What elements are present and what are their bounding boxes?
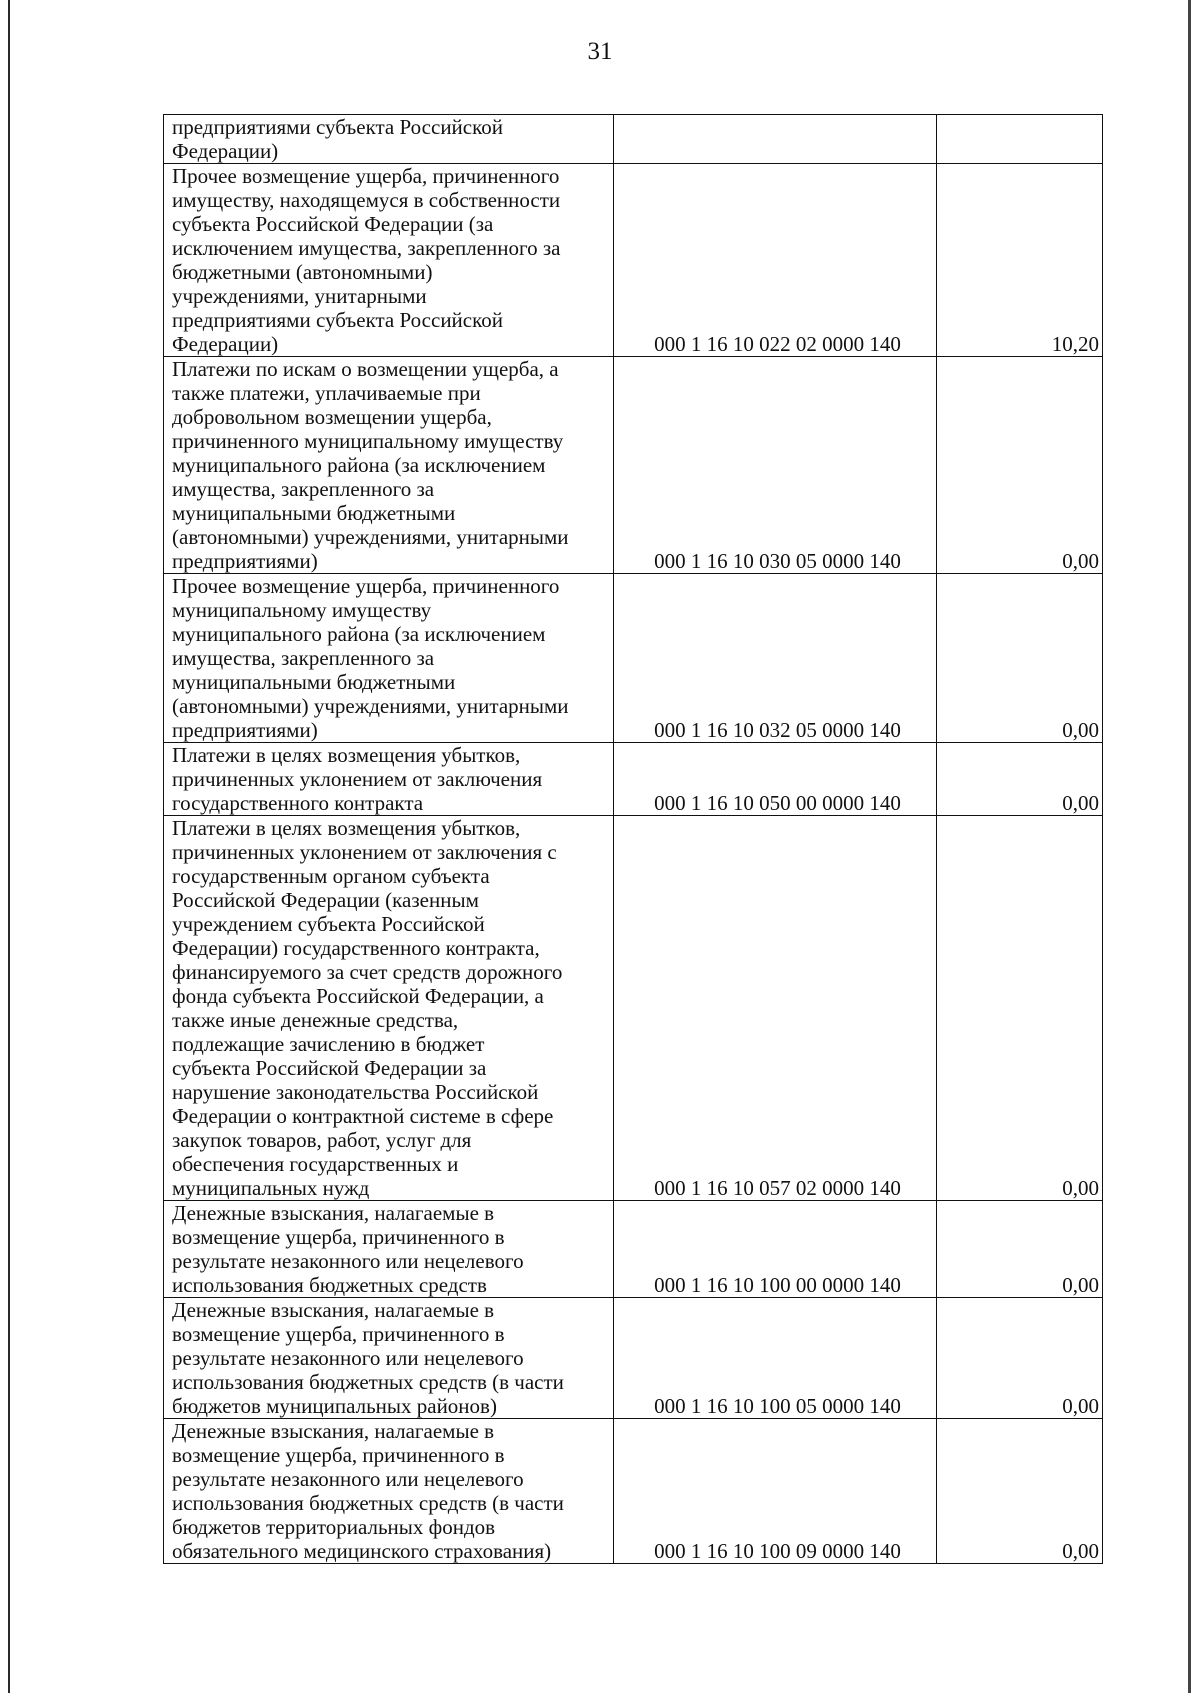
description-line: муниципальных нужд: [172, 1176, 370, 1200]
budget-classification-code-cell: 000 1 16 10 100 09 0000 140: [614, 1419, 937, 1564]
description-line: возмещение ущерба, причиненного в: [172, 1443, 505, 1467]
description-line: финансируемого за счет средств дорожного: [172, 960, 563, 984]
budget-classification-code-cell: 000 1 16 10 050 00 0000 140: [614, 743, 937, 816]
description-line: бюджетными (автономными): [172, 260, 433, 284]
table-row: [164, 816, 1103, 1201]
description-line: закупок товаров, работ, услуг для: [172, 1128, 472, 1152]
description-line: результате незаконного или нецелевого: [172, 1467, 524, 1491]
description-line: возмещение ущерба, причиненного в: [172, 1225, 505, 1249]
description-line: бюджетов муниципальных районов): [172, 1394, 497, 1418]
budget-classification-code-cell: 000 1 16 10 100 00 0000 140: [614, 1201, 937, 1298]
description-line: подлежащие зачислению в бюджет: [172, 1032, 485, 1056]
page-number: 31: [587, 38, 613, 65]
description-line: (автономными) учреждениями, унитарными: [172, 525, 569, 549]
description-line: нарушение законодательства Российской: [172, 1080, 539, 1104]
description-line: государственного контракта: [172, 791, 424, 815]
description-line: государственным органом субъекта: [172, 864, 490, 888]
description-line: учреждениями, унитарными: [172, 284, 427, 308]
description-line: (автономными) учреждениями, унитарными: [172, 694, 569, 718]
description-line: Федерации): [172, 139, 279, 163]
description-line: добровольном возмещении ущерба,: [172, 405, 492, 429]
description-line: муниципального района (за исключением: [172, 622, 546, 646]
table-row: [164, 164, 1103, 357]
description-line: муниципального района (за исключением: [172, 453, 546, 477]
income-description-cell: [164, 115, 614, 164]
description-line: Прочее возмещение ущерба, причиненного: [172, 574, 560, 598]
amount-cell: 0,00: [937, 1419, 1103, 1564]
amount-cell: [937, 115, 1103, 164]
description-line: результате незаконного или нецелевого: [172, 1346, 524, 1370]
description-line: использования бюджетных средств (в части: [172, 1491, 564, 1515]
description-line: Денежные взыскания, налагаемые в: [172, 1201, 495, 1225]
description-line: также платежи, уплачиваемые при: [172, 381, 481, 405]
amount-cell: 0,00: [937, 357, 1103, 574]
description-line: предприятиями субъекта Российской: [172, 308, 503, 332]
description-line: причиненных уклонением от заключения: [172, 767, 543, 791]
description-line: обязательного медицинского страхования): [172, 1539, 552, 1563]
amount-cell: 10,20: [937, 164, 1103, 357]
description-line: использования бюджетных средств: [172, 1273, 487, 1297]
description-line: муниципальному имуществу: [172, 598, 432, 622]
table-row: [164, 357, 1103, 574]
description-line: имущества, закрепленного за: [172, 477, 435, 501]
description-line: Федерации о контрактной системе в сфере: [172, 1104, 554, 1128]
description-line: учреждением субъекта Российской: [172, 912, 485, 936]
description-line: причиненного муниципальному имуществу: [172, 429, 564, 453]
budget-classification-code-cell: 000 1 16 10 022 02 0000 140: [614, 164, 937, 357]
amount-cell: 0,00: [937, 1298, 1103, 1419]
description-line: Российской Федерации (казенным: [172, 888, 479, 912]
description-line: Федерации) государственного контракта,: [172, 936, 540, 960]
description-line: Денежные взыскания, налагаемые в: [172, 1298, 495, 1322]
income-description-cell: [164, 357, 614, 574]
description-line: имущества, закрепленного за: [172, 646, 435, 670]
budget-classification-code-cell: 000 1 16 10 100 05 0000 140: [614, 1298, 937, 1419]
description-line: предприятиями субъекта Российской: [172, 115, 503, 139]
description-line: муниципальными бюджетными: [172, 501, 456, 525]
table-row: [164, 1298, 1103, 1419]
budget-classification-code-cell: [614, 115, 937, 164]
description-line: Федерации): [172, 332, 279, 356]
table-row: [164, 1201, 1103, 1298]
table-row: [164, 743, 1103, 816]
description-line: Платежи в целях возмещения убытков,: [172, 816, 521, 840]
income-description-cell: [164, 816, 614, 1201]
income-description-cell: [164, 164, 614, 357]
table-row: [164, 115, 1103, 164]
budget-classification-code-cell: 000 1 16 10 057 02 0000 140: [614, 816, 937, 1201]
table-row: [164, 1419, 1103, 1564]
budget-classification-code-cell: 000 1 16 10 030 05 0000 140: [614, 357, 937, 574]
amount-cell: 0,00: [937, 1201, 1103, 1298]
scan-edge-right: [1188, 0, 1191, 1693]
description-line: субъекта Российской Федерации (за: [172, 212, 494, 236]
income-description-cell: [164, 574, 614, 743]
budget-classification-code-cell: 000 1 16 10 032 05 0000 140: [614, 574, 937, 743]
description-line: имуществу, находящемуся в собственности: [172, 188, 561, 212]
description-line: предприятиями): [172, 718, 318, 742]
description-line: результате незаконного или нецелевого: [172, 1249, 524, 1273]
description-line: субъекта Российской Федерации за: [172, 1056, 487, 1080]
description-line: использования бюджетных средств (в части: [172, 1370, 564, 1394]
table-row: [164, 574, 1103, 743]
description-line: фонда субъекта Российской Федерации, а: [172, 984, 544, 1008]
description-line: Платежи по искам о возмещении ущерба, а: [172, 357, 559, 381]
table-body: [164, 115, 1103, 1564]
description-line: причиненных уклонением от заключения с: [172, 840, 557, 864]
amount-cell: 0,00: [937, 816, 1103, 1201]
income-description-cell: [164, 743, 614, 816]
description-line: Прочее возмещение ущерба, причиненного: [172, 164, 560, 188]
amount-cell: 0,00: [937, 574, 1103, 743]
income-description-cell: [164, 1298, 614, 1419]
description-line: Платежи в целях возмещения убытков,: [172, 743, 521, 767]
scan-edge-left: [8, 0, 10, 1693]
income-description-cell: [164, 1419, 614, 1564]
description-line: Денежные взыскания, налагаемые в: [172, 1419, 495, 1443]
description-line: также иные денежные средства,: [172, 1008, 459, 1032]
description-line: обеспечения государственных и: [172, 1152, 459, 1176]
description-line: бюджетов территориальных фондов: [172, 1515, 496, 1539]
description-line: исключением имущества, закрепленного за: [172, 236, 561, 260]
description-line: предприятиями): [172, 549, 318, 573]
description-line: муниципальными бюджетными: [172, 670, 456, 694]
description-line: возмещение ущерба, причиненного в: [172, 1322, 505, 1346]
budget-revenue-table: [163, 114, 1103, 1564]
income-description-cell: [164, 1201, 614, 1298]
amount-cell: 0,00: [937, 743, 1103, 816]
